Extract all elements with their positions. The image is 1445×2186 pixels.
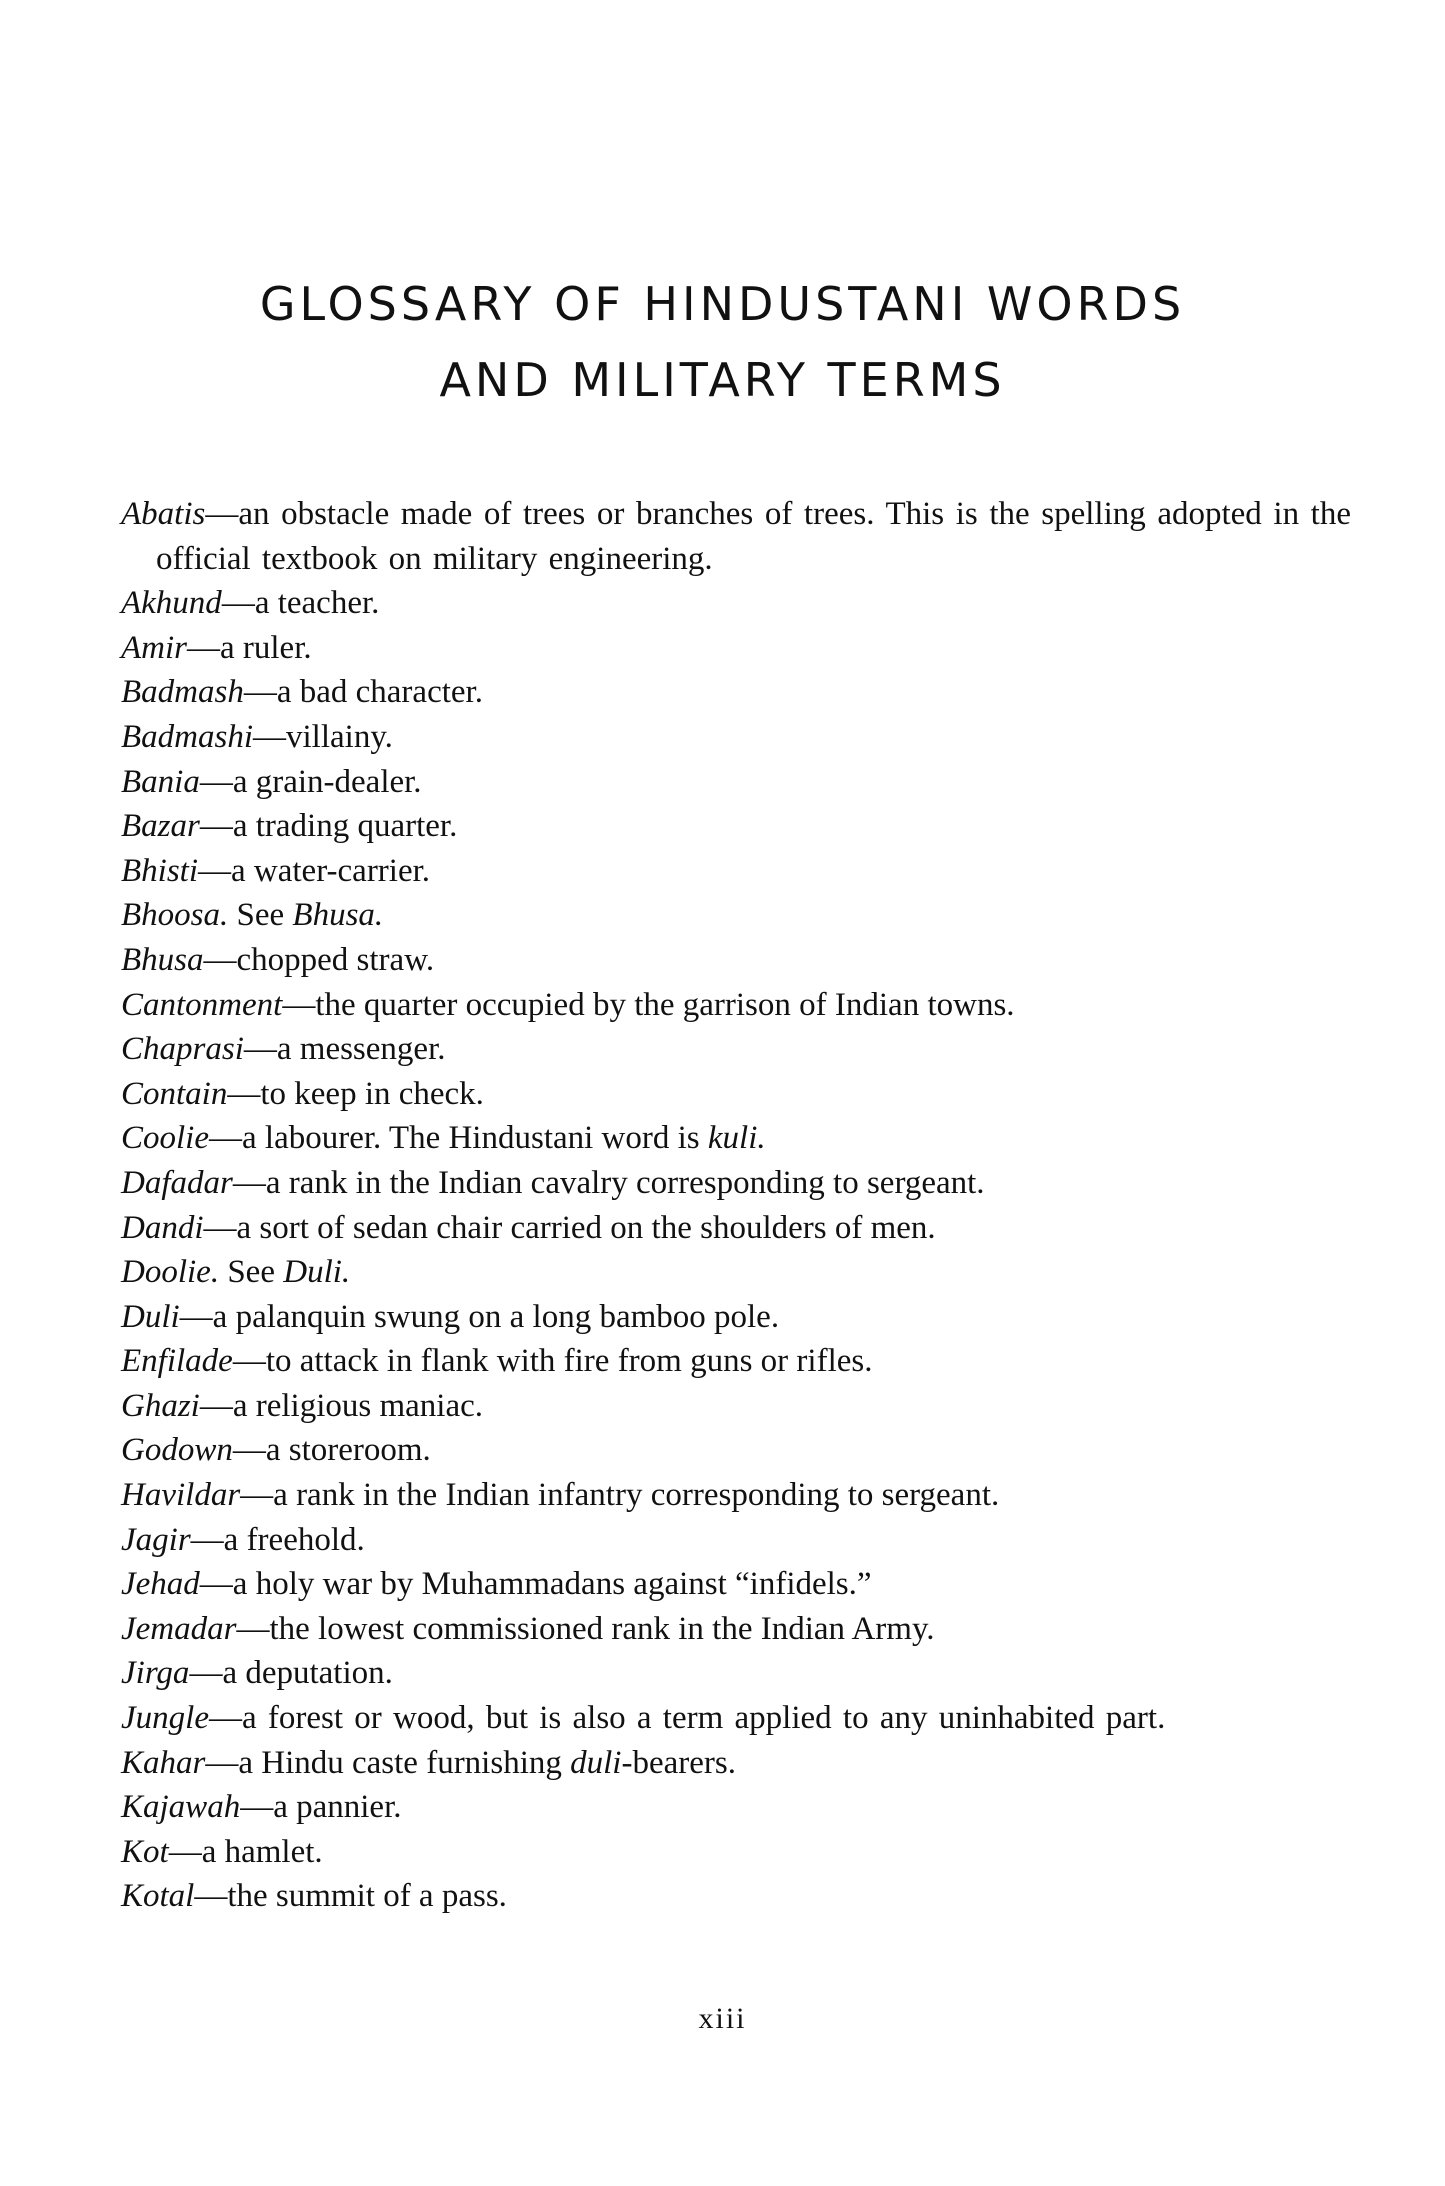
glossary-term: Badmash xyxy=(121,674,244,711)
glossary-term: Amir xyxy=(121,629,187,666)
glossary-definition: a labourer. The Hindustani word is xyxy=(242,1120,708,1157)
glossary-entry: Jemadar—the lowest commissioned rank in the Indian Army. xyxy=(121,1610,935,1647)
glossary-term: Ghazi xyxy=(121,1387,200,1424)
glossary-entry: Kahar—a Hindu caste furnishing duli-bearers. xyxy=(121,1744,736,1781)
glossary-term: Godown xyxy=(121,1432,233,1469)
glossary-entry: Bania—a grain-dealer. xyxy=(121,763,422,800)
glossary-definition: villainy. xyxy=(286,718,393,755)
glossary-entry: Dandi—a sort of sedan chair carried on the shoulders of men. xyxy=(121,1209,936,1246)
glossary-definition: a Hindu caste furnishing xyxy=(238,1744,571,1781)
glossary-entry: Cantonment—the quarter occupied by the garrison of Indian towns. xyxy=(121,986,1015,1023)
glossary-term: Kajawah xyxy=(121,1789,241,1826)
glossary-entry: Jungle—a forest or wood, but is also a term applied to any uninhabited part. xyxy=(121,1700,1166,1737)
glossary-term: Kahar xyxy=(121,1744,206,1781)
glossary-entry: Badmashi—villainy. xyxy=(121,718,393,755)
glossary-definition: a religious maniac. xyxy=(232,1387,484,1424)
glossary-definition: a ruler. xyxy=(220,629,312,666)
glossary-definition: See xyxy=(227,1254,284,1291)
glossary-list xyxy=(121,492,1351,1919)
glossary-term: Duli xyxy=(121,1298,180,1335)
glossary-definition: the summit of a pass. xyxy=(227,1878,507,1915)
glossary-term: Doolie. xyxy=(121,1254,220,1291)
glossary-entry: Kot—a hamlet. xyxy=(121,1833,323,1870)
glossary-entry: Godown—a storeroom. xyxy=(121,1432,431,1469)
cross-reference: Duli. xyxy=(283,1254,351,1291)
glossary-definition: a freehold. xyxy=(223,1521,365,1558)
glossary-term: Coolie xyxy=(121,1120,209,1157)
glossary-entry: Havildar—a rank in the Indian infantry corresponding to sergeant. xyxy=(121,1477,1000,1514)
glossary-entry: Badmash—a bad character. xyxy=(121,674,483,711)
glossary-term: Cantonment xyxy=(121,986,283,1023)
glossary-entry: Abatis—an obstacle made of trees or branches of trees. This is the spelling adopted in the official textbook on military engineering. xyxy=(121,496,1351,577)
glossary-term: Jungle xyxy=(121,1700,209,1737)
glossary-term: Badmashi xyxy=(121,718,253,755)
glossary-entry: Bazar—a trading quarter. xyxy=(121,808,458,845)
glossary-definition: a holy war by Muhammadans against “infidels.” xyxy=(232,1566,872,1603)
glossary-definition: a water-carrier. xyxy=(231,852,431,889)
glossary-definition: a rank in the Indian cavalry corresponding to sergeant. xyxy=(265,1164,985,1201)
cross-reference: Bhusa. xyxy=(292,897,384,934)
glossary-term: Bania xyxy=(121,763,200,800)
glossary-entry: Ghazi—a religious maniac. xyxy=(121,1387,484,1424)
glossary-entry: Kotal—the summit of a pass. xyxy=(121,1878,507,1915)
glossary-term: Havildar xyxy=(121,1477,241,1514)
glossary-definition: a pannier. xyxy=(273,1789,402,1826)
glossary-term: Dafadar xyxy=(121,1164,233,1201)
page-title-line-2: AND MILITARY TERMS xyxy=(439,353,1006,407)
glossary-entry: Kajawah—a pannier. xyxy=(121,1789,402,1826)
glossary-entry: Contain—to keep in check. xyxy=(121,1075,484,1112)
glossary-entry: Bhusa—chopped straw. xyxy=(121,941,435,978)
glossary-definition: a rank in the Indian infantry corresponding to sergeant. xyxy=(273,1477,1000,1514)
glossary-entry: Bhisti—a water-carrier. xyxy=(121,852,431,889)
glossary-term: Bhoosa. xyxy=(121,897,229,934)
page-title-line-1: GLOSSARY OF HINDUSTANI WORDS xyxy=(259,277,1186,331)
glossary-term: Jehad xyxy=(121,1566,200,1603)
glossary-entry: Jehad—a holy war by Muhammadans against “infidels.” xyxy=(121,1566,872,1603)
glossary-entry: Dafadar—a rank in the Indian cavalry corresponding to sergeant. xyxy=(121,1164,985,1201)
glossary-term: Enfilade xyxy=(121,1343,233,1380)
glossary-term: Jemadar xyxy=(121,1610,237,1647)
emphasized-word: kuli. xyxy=(707,1120,766,1157)
glossary-definition: the lowest commissioned rank in the Indian Army. xyxy=(269,1610,935,1647)
emphasized-word: duli xyxy=(570,1744,622,1781)
glossary-term: Dandi xyxy=(121,1209,204,1246)
glossary-entry: Enfilade—to attack in flank with fire from guns or rifles. xyxy=(121,1343,873,1380)
glossary-definition: a hamlet. xyxy=(201,1833,323,1870)
glossary-definition: chopped straw. xyxy=(236,941,435,978)
glossary-definition: a teacher. xyxy=(254,585,380,622)
glossary-entry: Jagir—a freehold. xyxy=(121,1521,365,1558)
glossary-entry: Amir—a ruler. xyxy=(121,629,312,666)
glossary-entry xyxy=(121,1250,1351,1295)
glossary-term: Chaprasi xyxy=(121,1031,244,1068)
glossary-definition: the quarter occupied by the garrison of Indian towns. xyxy=(315,986,1015,1023)
glossary-term: Jirga xyxy=(121,1655,190,1692)
glossary-definition: to keep in check. xyxy=(260,1075,484,1112)
glossary-definition: a bad character. xyxy=(276,674,483,711)
glossary-definition: to attack in flank with fire from guns or rifles. xyxy=(265,1343,873,1380)
glossary-definition: an obstacle made of trees or branches of trees. This is the spelling adopted in the official textbook on military engineering. xyxy=(156,496,1351,577)
glossary-term: Jagir xyxy=(121,1521,191,1558)
glossary-entry: Coolie—a labourer. The Hindustani word is kuli. xyxy=(121,1120,766,1157)
glossary-definition: See xyxy=(236,897,293,934)
glossary-definition: a storeroom. xyxy=(265,1432,431,1469)
glossary-entry xyxy=(121,893,1351,938)
page-number: xiii xyxy=(698,2002,747,2035)
glossary-definition: a messenger. xyxy=(276,1031,446,1068)
glossary-term: Bazar xyxy=(121,808,200,845)
glossary-definition: a deputation. xyxy=(222,1655,393,1692)
glossary-term: Kotal xyxy=(121,1878,195,1915)
glossary-entry: Jirga—a deputation. xyxy=(121,1655,393,1692)
glossary-definition: a palanquin swung on a long bamboo pole. xyxy=(212,1298,780,1335)
glossary-entry: Duli—a palanquin swung on a long bamboo pole. xyxy=(121,1298,780,1335)
glossary-term: Bhusa xyxy=(121,941,204,978)
glossary-entry: Akhund—a teacher. xyxy=(121,585,380,622)
glossary-term: Kot xyxy=(121,1833,169,1870)
glossary-term: Akhund xyxy=(121,585,222,622)
glossary-definition: a grain-dealer. xyxy=(232,763,422,800)
glossary-definition: a trading quarter. xyxy=(232,808,458,845)
glossary-definition: a forest or wood, but is also a term applied to any uninhabited part. xyxy=(241,1700,1166,1737)
glossary-term: Contain xyxy=(121,1075,228,1112)
glossary-definition: a sort of sedan chair carried on the shoulders of men. xyxy=(236,1209,936,1246)
glossary-entry: Chaprasi—a messenger. xyxy=(121,1031,446,1068)
glossary-term: Bhisti xyxy=(121,852,199,889)
glossary-term: Abatis xyxy=(121,496,206,532)
